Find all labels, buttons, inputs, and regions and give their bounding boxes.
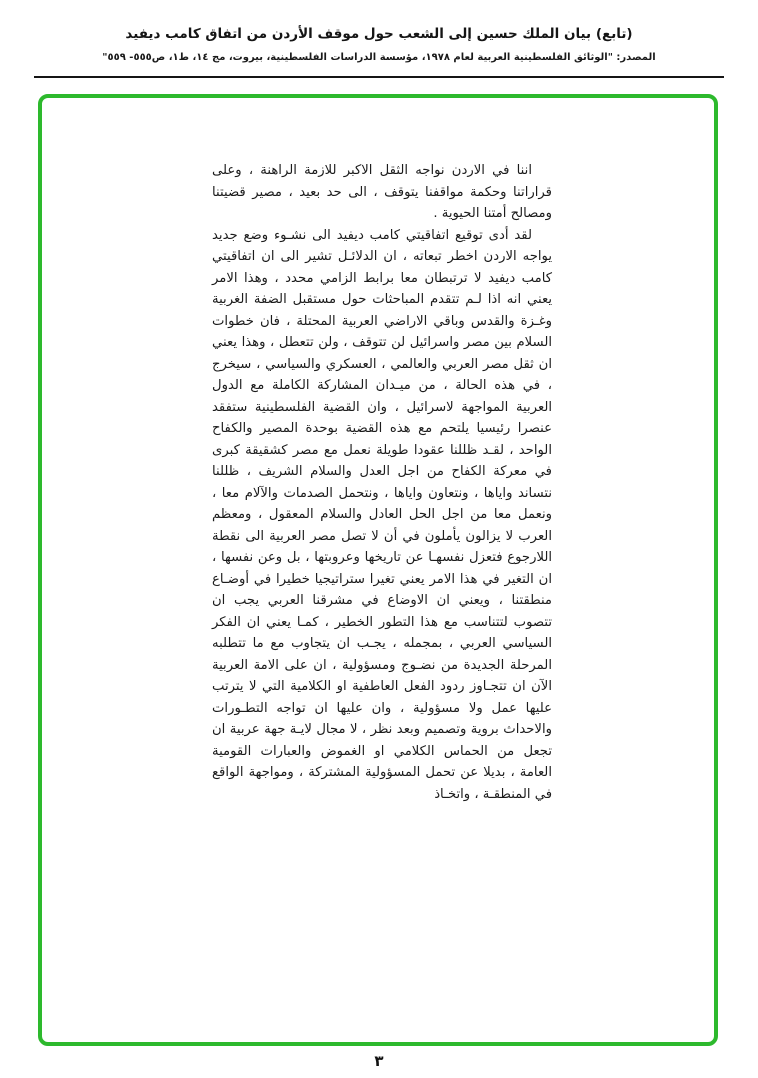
source-line: المصدر: "الوثائق الفلسطينية العربية لعام ١٩٧٨، مؤسسة الدراسات الفلسطينية، بيروت، مج ١٤، ط١، ص٥٥٥- ٥٥٩" bbox=[102, 52, 656, 63]
paragraph: اننا في الاردن نواجه الثقل الاكبر للازمة الراهنة ، وعلى قراراتنا وحكمة مواقفنا يتوقف ، الى حد بعيد ، مصير قضيتنا ومصالح أمتنا الحيوية . bbox=[212, 163, 552, 221]
page-number: ٣ bbox=[374, 1052, 384, 1070]
paragraph: لقد أدى توقيع اتفاقيتي كامب ديفيد الى نشـوء وضع جديد يواجه الاردن اخطر تبعاته ، ان الدلائـل تشير الى ان اتفاقيتي كامب ديفيد لا ترتبطان معا برابط الزامي محدد ، وهذا الامر يعني انه اذا لـم تتقدم المباحثات حول مستقبل الضفة الغربية وغـزة والقدس وباقي الاراضي العربية المحتلة ، فان خطوات السلام بين مصر واسرائيل لن تتوقف ، ولن تتعطل ، وهذا يعني ان ثقل مصر العربي والعالمي ، العسكري والسياسي ، سيخرج ، في هذه الحالة ، من ميـدان المشاركة الكاملة مع الدول العربية المواجهة لاسرائيل ، وان القضية الفلسطينية ستفقد عنصرا رئيسيا يلتحم مع هذه القضية بوحدة المصير والكفاح الواحد ، لقـد ظللنا عقودا طويلة نعمل مع مصر كشقيقة كبرى في معركة الكفاح من اجل العدل والسلام الشريف ، ظللنا نتساند واياها ، ونتعاون واياها ، ونتحمل الصدمات والآلام معا ، ونعمل معا من اجل الحل العادل والسلام المعقول ، ومعظم العرب لا يزالون يأملون في أن لا تصل مصر العربية الى نقطة اللارجوع فتعزل نفسهـا عن تاريخها وعروبتها ، بل وعن نفسها ، ان التغير في هذا الامر يعني تغيرا ستراتيجيا خطيرا في أوضـاع منطقتنا ، ويعني ان الاوضاع في مشرقنا العربي يجب ان تتصوب لتتناسب مع هذا التطور الخطير ، كمـا يعني ان الفكر السياسي العربي ، بمجمله ، يجـب ان يتجاوب مع ما تتطلبه المرحلة الجديدة من نضـوج ومسؤولية ، ان على الامة العربية الآن ان تتجـاوز ردود الفعل العاطفية او الكلامية التي لا يترتب عليها عمل ولا مسؤولية ، وان عليها ان تواجه التطـورات والاحداث بروية وتصميم وبعد نظر ، لا مجال لايـة جهة عربية ان تجعل من الحماس الكلامي او الغموض والعبارات القومية العامة ، بديلا عن تحمل المسؤولية المشتركة ، ومواجهة الواقع في المنطقـة ، واتخـاذ bbox=[212, 227, 552, 802]
content-border-box bbox=[38, 94, 718, 1046]
document-header bbox=[0, 26, 758, 63]
header-divider bbox=[34, 76, 724, 78]
body-text bbox=[212, 160, 552, 805]
document-title: (تابع) بيان الملك حسين إلى الشعب حول موقف الأردن من اتفاق كامب ديفيد bbox=[125, 26, 633, 42]
